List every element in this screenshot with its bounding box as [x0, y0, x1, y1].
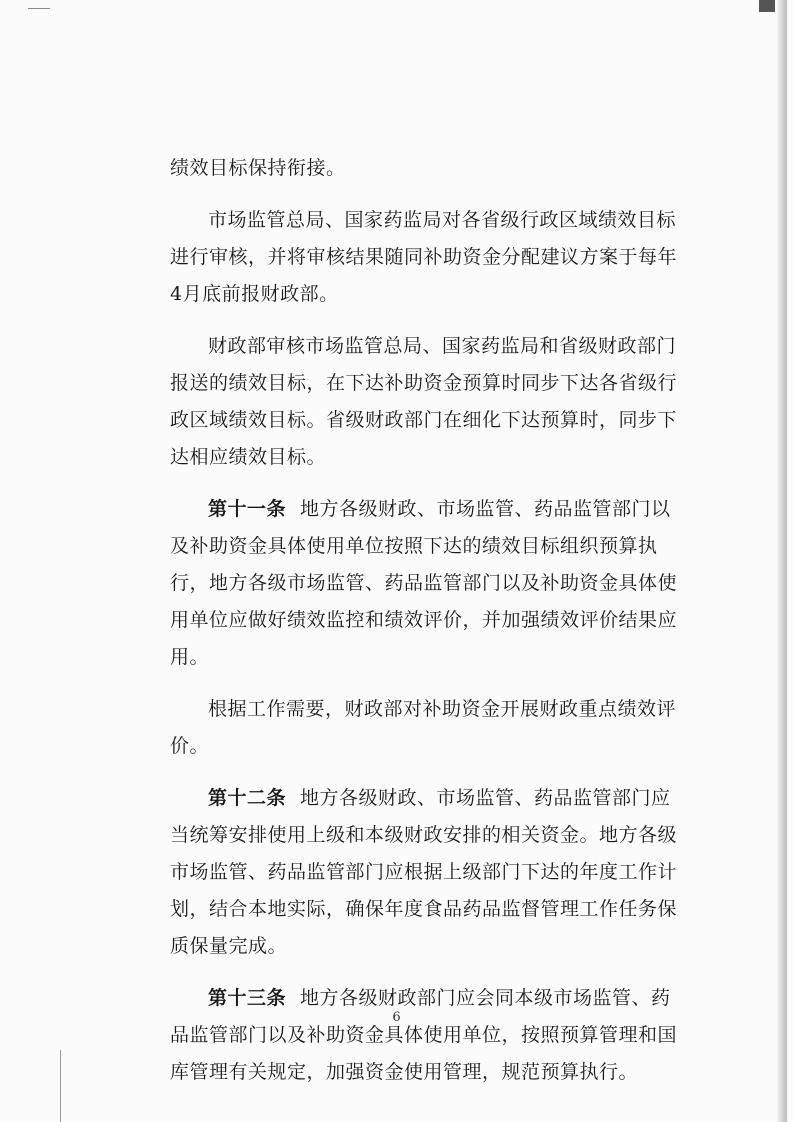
- text-line: 品监管部门以及补助资金具体使用单位，按照预算管理和国: [170, 1024, 678, 1046]
- paragraph: [170, 691, 685, 765]
- paragraph: [170, 328, 685, 476]
- text-line: 进行审核，并将审核结果随同补助资金分配建议方案于每年: [170, 246, 678, 268]
- page-number: 6: [392, 1010, 401, 1025]
- text-line: 及补助资金具体使用单位按照下达的绩效目标组织预算执: [170, 535, 658, 557]
- text-line: 质保量完成。: [170, 935, 288, 957]
- text-line: 当统筹安排使用上级和本级财政安排的相关资金。地方各级: [170, 824, 678, 846]
- scan-corner-mark: [759, 0, 775, 12]
- text-line: 用。: [170, 646, 210, 668]
- article-thirteen: [170, 980, 685, 1091]
- paragraph: [170, 150, 685, 187]
- text-line: 库管理有关规定，加强资金使用管理，规范预算执行。: [170, 1061, 639, 1083]
- article-eleven: [170, 491, 685, 676]
- text-line: 用单位应做好绩效监控和绩效评价，并加强绩效评价结果应: [170, 609, 678, 631]
- text-line: 报送的绩效目标，在下达补助资金预算时同步下达各省级行: [170, 372, 678, 394]
- text-line: 价。: [170, 735, 210, 757]
- paragraph: [170, 202, 685, 313]
- text-line: 划，结合本地实际，确保年度食品药品监督管理工作任务保: [170, 898, 678, 920]
- article-label: 第十三条: [208, 987, 287, 1009]
- text-line: 行，地方各级市场监管、药品监管部门以及补助资金具体使: [170, 572, 678, 594]
- article-twelve: [170, 780, 685, 965]
- text-line: [170, 491, 685, 528]
- text-line: 财政部审核市场监管总局、国家药监局和省级财政部门: [208, 335, 677, 357]
- article-label: 第十二条: [208, 787, 287, 809]
- text-line: 4月底前报财政部。: [170, 283, 339, 305]
- text-line: 达相应绩效目标。: [170, 446, 327, 468]
- article-text: 地方各级财政、市场监管、药品监管部门以: [300, 498, 671, 520]
- article-text: 地方各级财政、市场监管、药品监管部门应: [300, 787, 671, 809]
- scan-page-edge: [777, 0, 787, 1122]
- text-line: 绩效目标保持衔接。: [170, 157, 346, 179]
- text-line: 根据工作需要，财政部对补助资金开展财政重点绩效评: [208, 698, 677, 720]
- document-body: [170, 150, 685, 1091]
- scan-margin-line: [60, 1050, 61, 1122]
- scan-corner-mark: [28, 0, 50, 9]
- article-label: 第十一条: [208, 498, 287, 520]
- text-line: 政区域绩效目标。省级财政部门在细化下达预算时，同步下: [170, 409, 678, 431]
- article-text: 地方各级财政部门应会同本级市场监管、药: [300, 987, 671, 1009]
- text-line: 市场监管总局、国家药监局对各省级行政区域绩效目标: [208, 209, 677, 231]
- text-line: [170, 780, 685, 817]
- text-line: 市场监管、药品监管部门应根据上级部门下达的年度工作计: [170, 861, 678, 883]
